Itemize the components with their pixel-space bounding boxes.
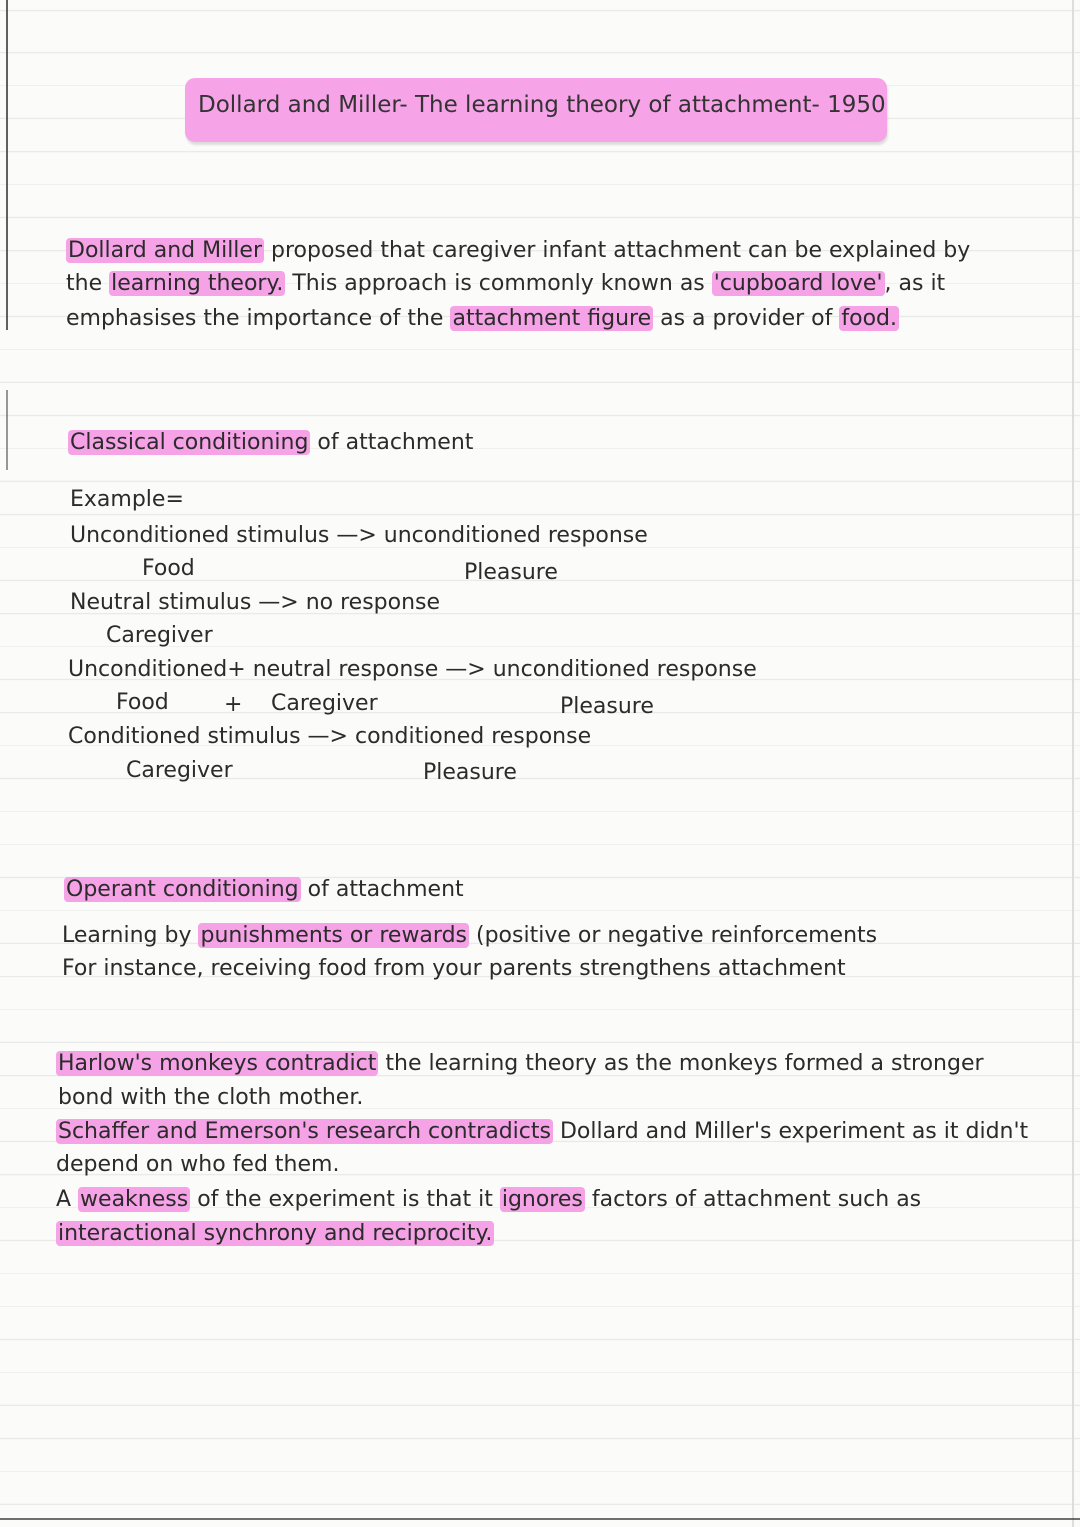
evaluation-line-6: [56, 1221, 494, 1246]
highlight-weakness: weakness: [80, 1187, 189, 1212]
classical-row-3-pleasure: Pleasure: [560, 694, 654, 719]
example-label: Example=: [70, 487, 184, 512]
intro-line-2: [66, 267, 945, 300]
intro-line-2-b: This approach is commonly known as: [285, 271, 712, 296]
highlight-harlows-monkeys: Harlow's monkeys contradict: [58, 1051, 377, 1076]
classical-row-3-caregiver: Caregiver: [271, 691, 378, 716]
evaluation-line-3-b: Dollard and Miller's experiment as it didn't: [552, 1119, 1029, 1144]
classical-row-1: Unconditioned stimulus —> unconditioned response: [70, 523, 648, 548]
intro-line-2-c: , as it: [884, 271, 946, 296]
evaluation-line-5-a: A: [56, 1187, 79, 1212]
classical-row-4: Conditioned stimulus —> conditioned response: [68, 724, 592, 749]
evaluation-line-1-b: the learning theory as the monkeys formed a stronger: [378, 1051, 984, 1076]
highlight-operant-conditioning: Operant conditioning: [66, 877, 299, 902]
evaluation-line-4: depend on who fed them.: [56, 1152, 340, 1177]
classical-row-4-pleasure: Pleasure: [423, 760, 517, 785]
classical-heading-rest: of attachment: [310, 430, 474, 455]
operant-line-1-a: Learning by: [62, 923, 199, 948]
intro-line-1: [66, 234, 970, 267]
classical-row-2: Neutral stimulus —> no response: [70, 590, 441, 615]
classical-row-3-food: Food: [116, 690, 169, 715]
classical-row-1-pleasure: Pleasure: [464, 560, 558, 585]
intro-line-1-text: proposed that caregiver infant attachment can be explained by: [264, 238, 971, 263]
classical-heading: [68, 430, 473, 455]
evaluation-line-1: [56, 1051, 984, 1076]
operant-heading-rest: of attachment: [300, 877, 464, 902]
page-title: Dollard and Miller- The learning theory of attachment- 1950: [198, 92, 886, 118]
classical-row-1-food: Food: [142, 556, 195, 581]
highlight-cupboard-love: 'cupboard love': [713, 271, 883, 296]
highlight-learning-theory: learning theory.: [111, 271, 284, 296]
highlight-punishments-rewards: punishments or rewards: [200, 923, 467, 948]
page-edge-left-lower: [6, 390, 8, 470]
evaluation-line-5-b: of the experiment is that it: [190, 1187, 500, 1212]
highlight-interactional-synchrony: interactional synchrony and reciprocity.: [58, 1221, 493, 1246]
highlight-classical-conditioning: Classical conditioning: [70, 430, 309, 455]
intro-line-3-b: as a provider of: [653, 306, 840, 331]
classical-row-3-plus: +: [224, 692, 243, 717]
highlight-schaffer-emerson: Schaffer and Emerson's research contradicts: [58, 1119, 551, 1144]
page-edge-bottom: [0, 1518, 1080, 1520]
operant-heading: [64, 877, 464, 902]
highlight-food: food.: [841, 306, 898, 331]
classical-row-2-caregiver: Caregiver: [106, 623, 213, 648]
classical-row-4-caregiver: Caregiver: [126, 758, 233, 783]
intro-line-3: [66, 302, 899, 335]
classical-row-3: Unconditioned+ neutral response —> unconditioned response: [68, 657, 757, 682]
page-edge-right: [1072, 0, 1074, 1527]
highlight-attachment-figure: attachment figure: [452, 306, 652, 331]
page-edge-left: [6, 0, 8, 330]
intro-line-2-a: the: [66, 271, 110, 296]
evaluation-line-3: [56, 1119, 1028, 1144]
intro-line-3-a: emphasises the importance of the: [66, 306, 451, 331]
operant-line-2: For instance, receiving food from your parents strengthens attachment: [62, 956, 846, 981]
highlight-dollard-miller: Dollard and Miller: [68, 238, 263, 263]
evaluation-line-5: [56, 1187, 921, 1212]
evaluation-line-5-c: factors of attachment such as: [584, 1187, 922, 1212]
evaluation-line-2: bond with the cloth mother.: [58, 1085, 364, 1110]
operant-line-1-b: (positive or negative reinforcements: [469, 923, 878, 948]
operant-line-1: [62, 923, 877, 948]
highlight-ignores: ignores: [501, 1187, 583, 1212]
